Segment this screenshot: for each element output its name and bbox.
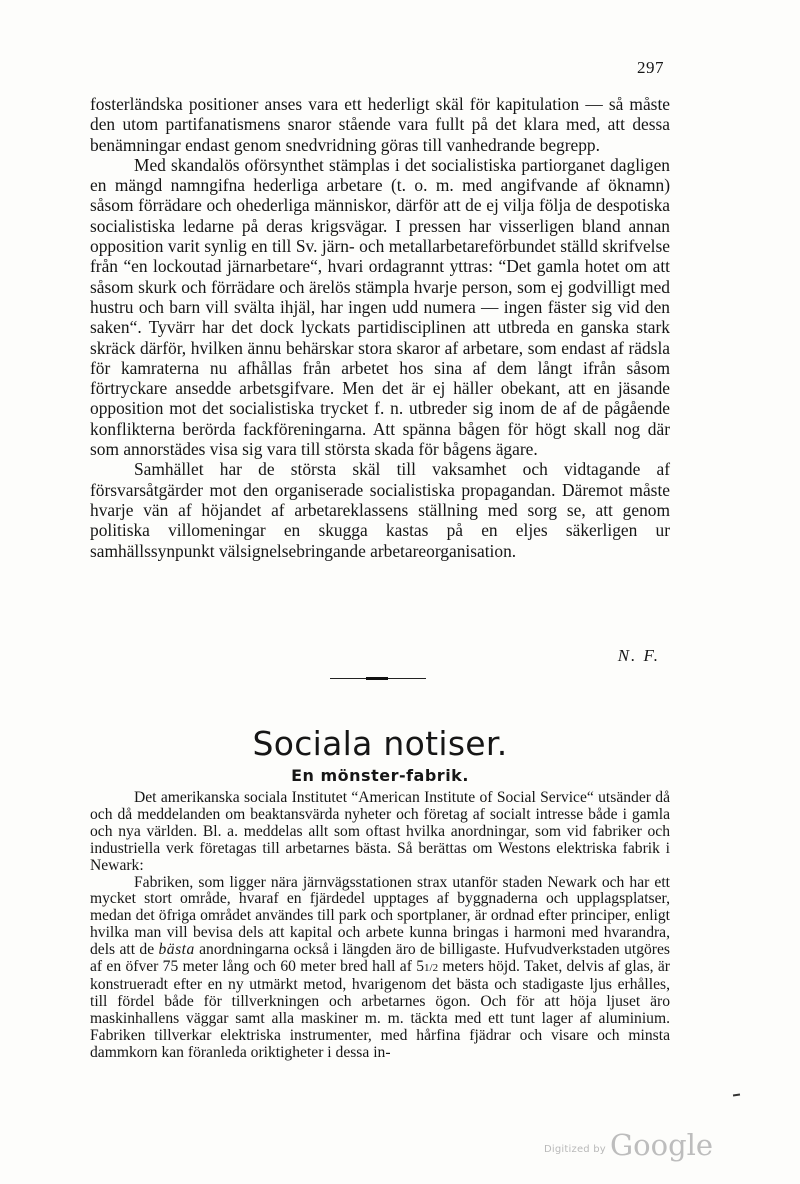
article-paragraph-3: Samhället har de största skäl till vaksamhet och vidtagande af försvarsåtgärder mot den organiserade socialistiska propagandan. Däremot måste hvarje vän af höjandet af arbetareklassens ställning med sorg se, att genom politiska villomeningar en skugga kastas på en eljes säkerligen ur samhällssynpunkt välsignelsebringande arbetareorganisation. [90, 459, 670, 561]
notice-text-a: Fabriken, som ligger nära järnvägsstationen strax utanför staden Newark och har ett mycket stort område, hvaraf en fjärdedel upptages af byggnaderna och upplagsplatser, medan det öfriga området användes till park och sportplaner, är ordnad efter principer, enligt hvilka man vill bevisa dels att kapital och arbete kunna bringas i harmoni med hvarandra, dels att de [90, 873, 670, 959]
article-body [90, 94, 670, 561]
notice-paragraph-2 [90, 875, 670, 1062]
stray-ink-mark [733, 1094, 740, 1097]
notice-text-c: meters höjd. Taket, delvis af glas, är konstrueradt efter en ny utmärkt metod, hvarigenom det bästa och stadigaste ljus erhålles, till fördel både för tillverkningen och arbetarnes ögon. Och för att höja ljuset äro maskinhallens väggar samt alla maskiner m. m. täckta med ett tunt lager af aluminium. Fabriken tillverkar elektriska instrumenter, med hårfina fjädrar och visare och minsta dammkorn kan föranleda oriktigheter i dessa in- [90, 958, 670, 1061]
digitized-watermark [540, 1128, 714, 1164]
article-paragraph-2: Med skandalös oförsynthet stämplas i det socialistiska partiorganet dagligen en mängd namngifna hederliga arbetare (t. o. m. med angifvande af öknamn) såsom förrädare och ohederliga människor, därför att de ej vilja följa de despotiska socialistiska ledarne på deras krigsvägar. I pressen har visserligen bland annan opposition varit synlig en till Sv. järn- och metallarbetareförbundet ställd skrifvelse från “en lockoutad järnarbetare“, hvari ordagrannt yttras: “Det gamla hotet om att såsom skurk och förrädare och ärelös stämpla hvarje person, som ej godvilligt med hustru och barn vill svälta ihjäl, har ingen udd numera — ingen fäster sig vid den saken“. Tyvärr har det dock lyckats partidisciplinen att utbreda en ganska stark skräck därför, hvilken ännu behärskar stora skaror af arbetare, som endast af rädsla för kamraterna nu afhållas från arbetet hos sina af dem långt ifrån såsom förtryckare ansedde arbetsgifvare. Men det är ej häller obekant, att en jäsande opposition mot det socialistiska trycket f. n. utbreder sig inom de af de pågående konflikterna berörda fackföreningarna. Att spänna bågen för högt skall nog där som annorstädes visa sig vara till största skada för bågens ägare. [90, 154, 670, 460]
author-signature: N. F. [617, 646, 660, 665]
section-title: Sociala notiser. [252, 724, 508, 763]
notice-paragraph-1: Det amerikanska sociala Institutet “American Institute of Social Service“ utsänder då och då meddelanden om beaktansvärda nyheter och företag af socialt intresse både i gamla och nya världen. Bl. a. meddelas allt som oftast hvilka anordningar, som vid fabriker och industriella verk företagas till arbetarnes bästa. Så berättas om Westons elektriska fabrik i Newark: [90, 789, 670, 874]
watermark-prefix: Digitized by [544, 1144, 606, 1155]
article-paragraph-1: fosterländska positioner anses vara ett hederligt skäl för kapitulation — så måste den utom partifanatismens snaror stående vara fullt på det klara med, att dessa benämningar endast genom snedvridning göras till vanhedrande begrepp. [90, 94, 670, 155]
section-subtitle: En mönster-fabrik. [291, 766, 469, 785]
page-number: 297 [637, 58, 664, 77]
section-divider-ornament [330, 677, 426, 680]
notice-body [90, 790, 670, 1062]
emphasized-word: bästa [158, 941, 195, 959]
fraction: 1/2 [424, 962, 439, 975]
divider-center-block [366, 677, 388, 680]
google-logo: Google [610, 1128, 714, 1162]
notice-text-b: anordningarna också i längden äro de billigaste. Hufvudverkstaden utgöres af en öfver 75 meter lång och 60 meter bred hall af 5 [90, 941, 670, 976]
